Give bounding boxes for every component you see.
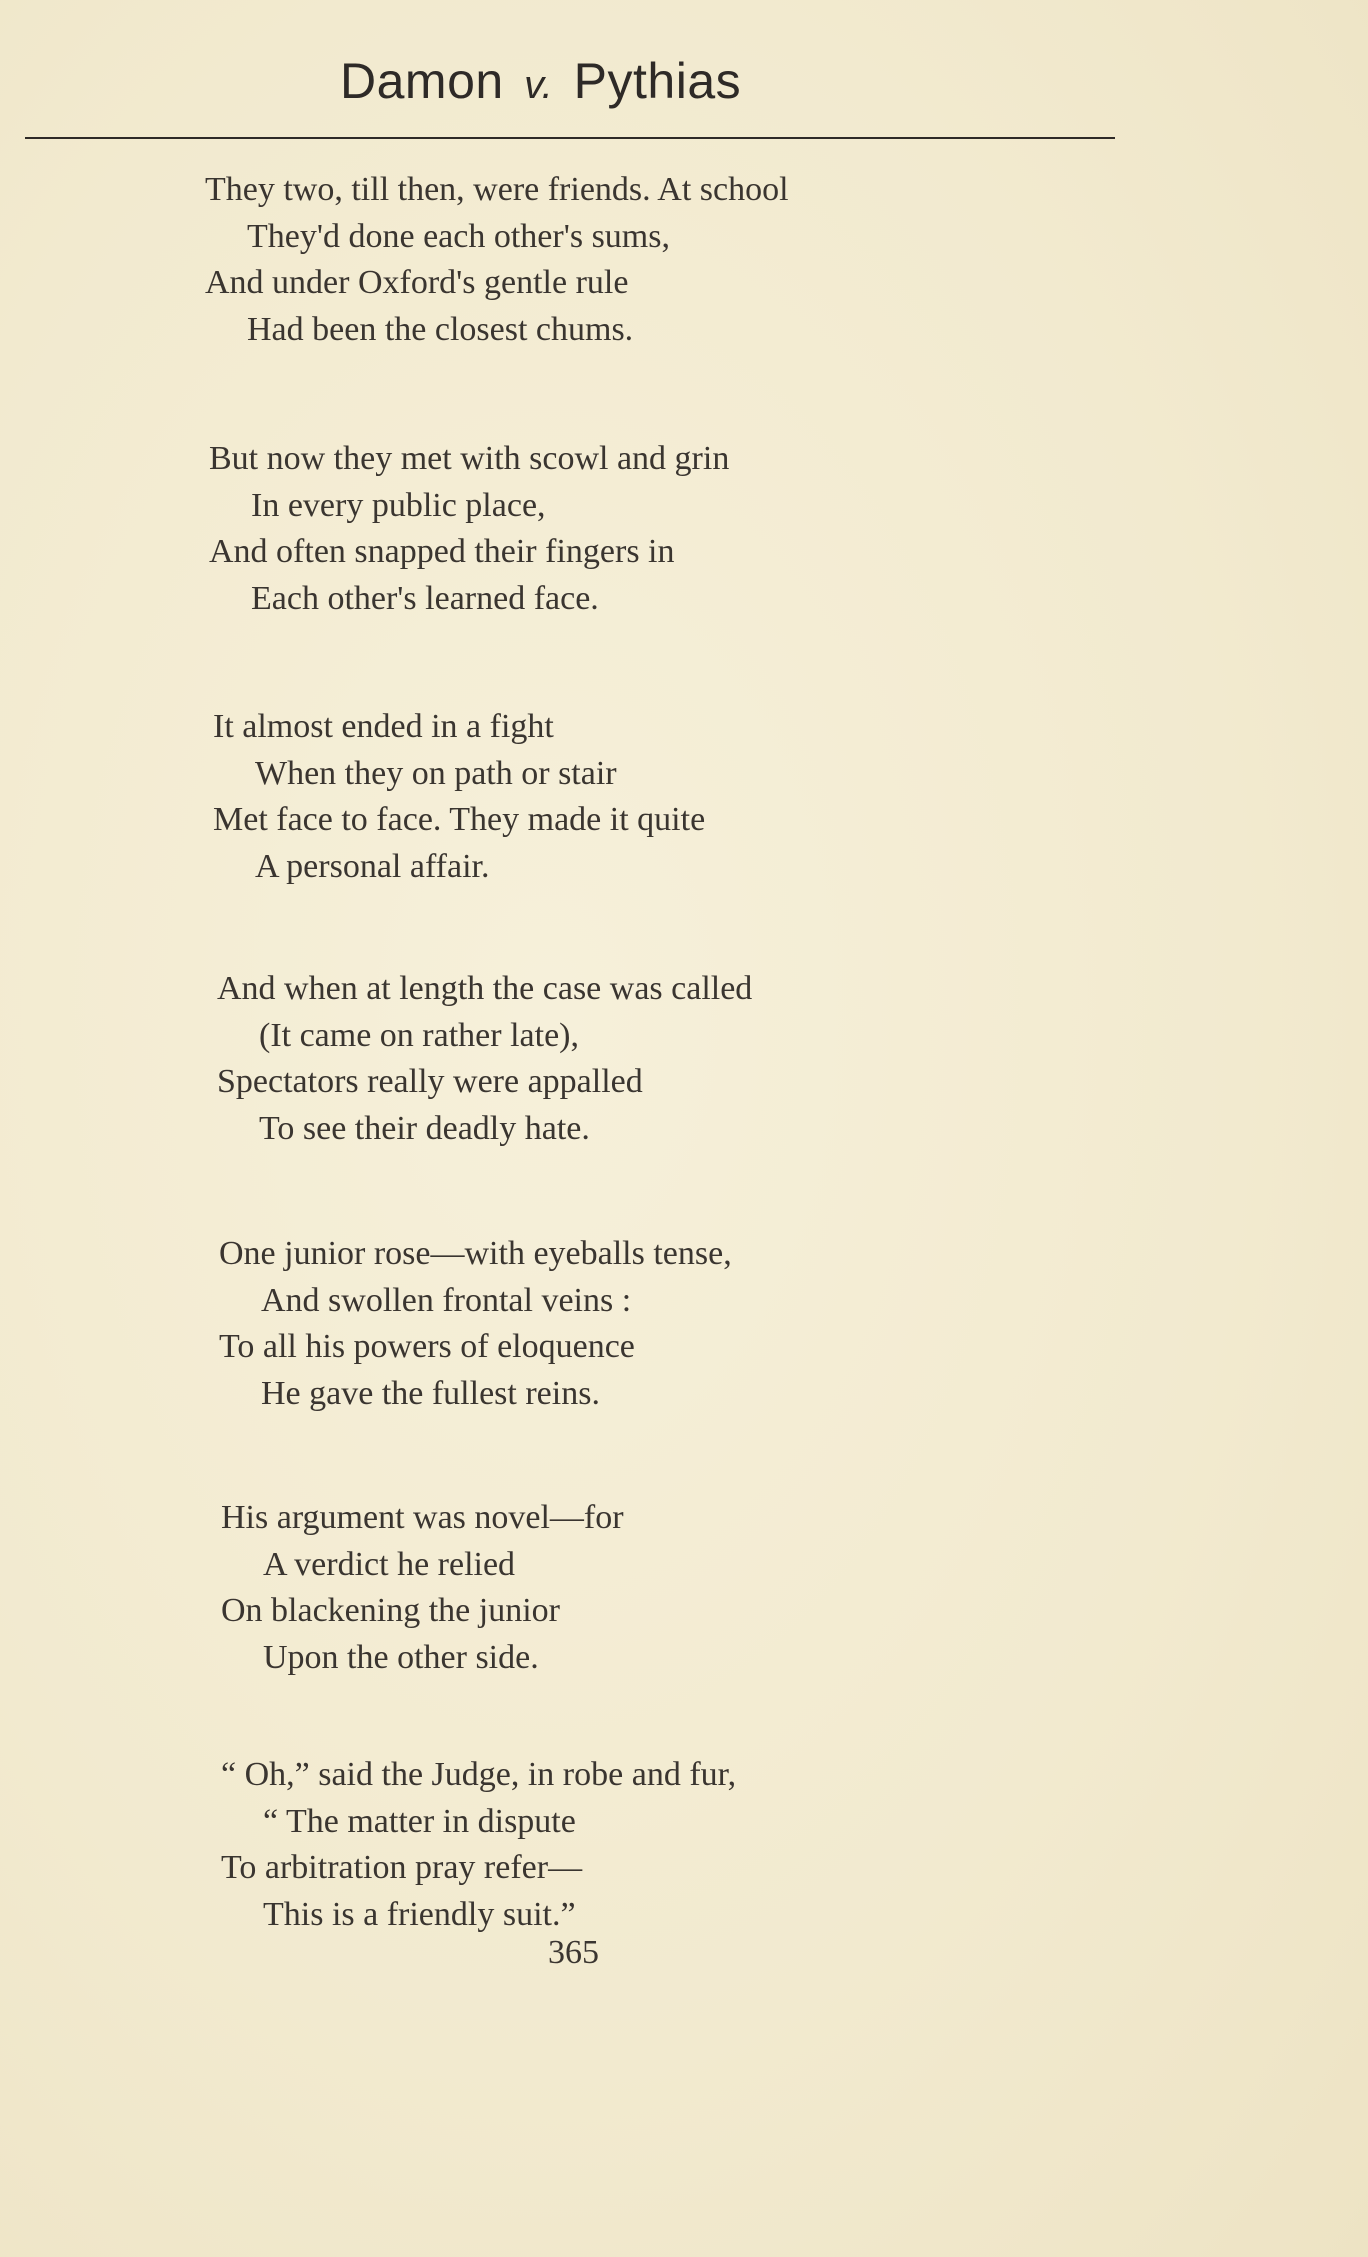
verse-line: In every public place,: [251, 486, 546, 524]
verse-line: His argument was novel—for: [221, 1499, 624, 1536]
verse-line: One junior rose—with eyeballs tense,: [219, 1235, 732, 1272]
stanza-2: [209, 436, 1109, 622]
verse-line: But now they met with scowl and grin: [209, 440, 730, 477]
verse-line: Met face to face. They made it quite: [213, 801, 706, 838]
verse-line: And often snapped their fingers in: [209, 533, 675, 570]
stanza-4: [217, 966, 1117, 1152]
verse-line: “ The matter in dispute: [263, 1802, 576, 1840]
verse-line: (It came on rather late),: [259, 1016, 579, 1054]
verse-line: When they on path or stair: [255, 754, 617, 792]
title-left: Damon: [340, 53, 504, 109]
verse-line: Spectators really were appalled: [217, 1063, 643, 1100]
stanza-1: [205, 167, 1105, 353]
verse-line: He gave the fullest reins.: [261, 1374, 600, 1412]
title-right: Pythias: [573, 53, 742, 109]
verse-line: And when at length the case was called: [217, 970, 753, 1007]
verse-line: It almost ended in a fight: [213, 708, 554, 745]
verse-line: On blackening the junior: [221, 1592, 560, 1629]
verse-line: Had been the closest chums.: [247, 310, 634, 348]
header-rule: [25, 137, 1115, 139]
verse-line: A verdict he relied: [263, 1545, 516, 1583]
verse-line: To see their deadly hate.: [259, 1109, 590, 1147]
verse-line: They'd done each other's sums,: [247, 217, 670, 255]
verse-line: And swollen frontal veins :: [261, 1281, 632, 1319]
stanza-7: [221, 1752, 1121, 1938]
verse-line: And under Oxford's gentle rule: [205, 264, 629, 301]
stanza-6: [221, 1495, 1121, 1681]
verse-line: Each other's learned face.: [251, 579, 599, 617]
title-versus: v.: [524, 63, 554, 107]
verse-line: “ Oh,” said the Judge, in robe and fur,: [221, 1756, 737, 1793]
stanza-3: [213, 704, 1113, 890]
stanza-5: [219, 1231, 1119, 1417]
verse-line: A personal affair.: [255, 847, 490, 885]
verse-line: Upon the other side.: [263, 1638, 539, 1676]
page-number: 365: [548, 1934, 599, 1971]
running-head-title: [340, 52, 741, 110]
verse-line: To all his powers of eloquence: [219, 1328, 635, 1365]
verse-line: To arbitration pray refer—: [221, 1849, 583, 1886]
verse-line: They two, till then, were friends. At school: [205, 171, 789, 208]
verse-line: This is a friendly suit.”: [263, 1895, 576, 1933]
